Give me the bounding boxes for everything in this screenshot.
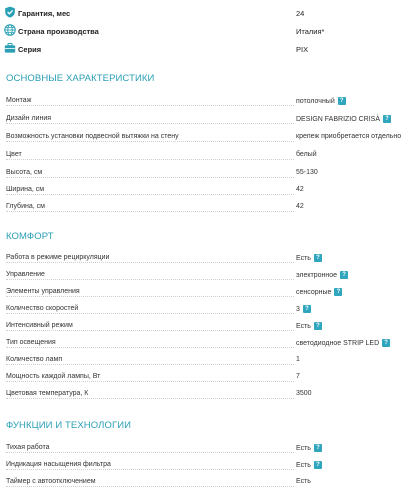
spec-label: Элементы управления: [6, 288, 80, 295]
spec-row: [6, 151, 410, 163]
help-icon[interactable]: ?: [314, 322, 322, 330]
spec-label: Работа в режиме рециркуляции: [6, 254, 110, 261]
spec-row: [6, 461, 410, 473]
spec-row: [6, 373, 410, 385]
spec-row: [6, 288, 410, 300]
spec-row: [6, 271, 410, 283]
spec-value: 1: [296, 356, 300, 363]
section-title-functions: ФУНКЦИИ И ТЕХНОЛОГИИ: [6, 420, 132, 431]
shield-check-icon: [4, 6, 16, 18]
spec-row: [6, 115, 410, 127]
spec-row: [6, 254, 410, 266]
spec-label: Управление: [6, 271, 45, 278]
spec-label: Индикация насыщения фильтра: [6, 461, 111, 468]
help-icon[interactable]: ?: [338, 97, 346, 105]
spec-value: 55-130: [296, 169, 318, 176]
spec-label: Количество скоростей: [6, 305, 79, 312]
summary-row-warranty: [0, 4, 418, 22]
spec-row: [6, 305, 410, 317]
spec-row: [6, 133, 410, 145]
spec-value: Есть: [296, 444, 311, 452]
spec-value: светодиодное STRIP LED: [296, 339, 380, 347]
spec-row: [6, 339, 410, 351]
spec-value: крепеж приобретается отдельно: [296, 133, 402, 140]
spec-label: Цвет: [6, 151, 22, 158]
spec-label: Монтаж: [6, 97, 32, 104]
spec-label: Интенсивный режим: [6, 322, 73, 329]
spec-value: Есть: [296, 461, 311, 469]
section-title-comfort: КОМФОРТ: [6, 231, 54, 242]
spec-value: Есть: [296, 322, 311, 330]
spec-value: Есть: [296, 254, 311, 262]
spec-row: [6, 390, 410, 402]
spec-label: Цветовая температура, К: [6, 390, 89, 397]
spec-label: Тип освещения: [6, 339, 56, 346]
spec-row: [6, 186, 410, 198]
summary-row-country: [0, 22, 418, 40]
spec-value: 3: [296, 305, 300, 313]
spec-value: 7: [296, 373, 300, 380]
help-icon[interactable]: ?: [334, 288, 342, 296]
help-icon[interactable]: ?: [382, 339, 390, 347]
summary-label: Гарантия, мес: [18, 8, 71, 18]
spec-label: Мощность каждой лампы, Вт: [6, 373, 101, 380]
spec-value: 42: [296, 203, 304, 210]
briefcase-icon: [4, 42, 16, 54]
help-icon[interactable]: ?: [340, 271, 348, 279]
spec-value: 42: [296, 186, 304, 193]
spec-row: [6, 97, 410, 109]
section-title-main: ОСНОВНЫЕ ХАРАКТЕРИСТИКИ: [6, 73, 155, 84]
spec-row: [6, 356, 410, 368]
summary-value: Италия*: [296, 26, 325, 36]
summary-value: 24: [296, 8, 305, 18]
spec-row: [6, 478, 410, 490]
spec-label: Количество ламп: [6, 356, 63, 363]
spec-value: Есть: [296, 478, 311, 485]
spec-row: [6, 444, 410, 456]
spec-label: Глубина, см: [6, 203, 45, 210]
spec-row: [6, 203, 410, 215]
summary-value: PIX: [296, 44, 309, 54]
summary-label: Страна производства: [18, 26, 99, 36]
spec-value: потолочный: [296, 97, 335, 105]
spec-row: [6, 169, 410, 181]
help-icon[interactable]: ?: [303, 305, 311, 313]
spec-label: Тихая работа: [6, 444, 50, 451]
spec-value: DESIGN FABRIZIO CRISÀ: [296, 115, 381, 123]
help-icon[interactable]: ?: [314, 444, 322, 452]
globe-icon: [4, 24, 16, 36]
spec-label: Таймер с автоотключением: [6, 478, 96, 485]
spec-label: Ширина, см: [6, 186, 45, 193]
spec-value: 3500: [296, 390, 312, 397]
spec-label: Дизайн линия: [6, 115, 52, 122]
summary-label: Серия: [18, 44, 42, 54]
spec-value: белый: [296, 151, 317, 158]
spec-value: электронное: [296, 271, 338, 279]
help-icon[interactable]: ?: [314, 461, 322, 469]
help-icon[interactable]: ?: [383, 115, 391, 123]
spec-row: [6, 322, 410, 334]
spec-label: Высота, см: [6, 169, 43, 176]
summary-row-series: [0, 40, 418, 58]
spec-label: Возможность установки подвесной вытяжки на стену: [6, 133, 179, 140]
spec-value: сенсорные: [296, 288, 332, 296]
help-icon[interactable]: ?: [314, 254, 322, 262]
